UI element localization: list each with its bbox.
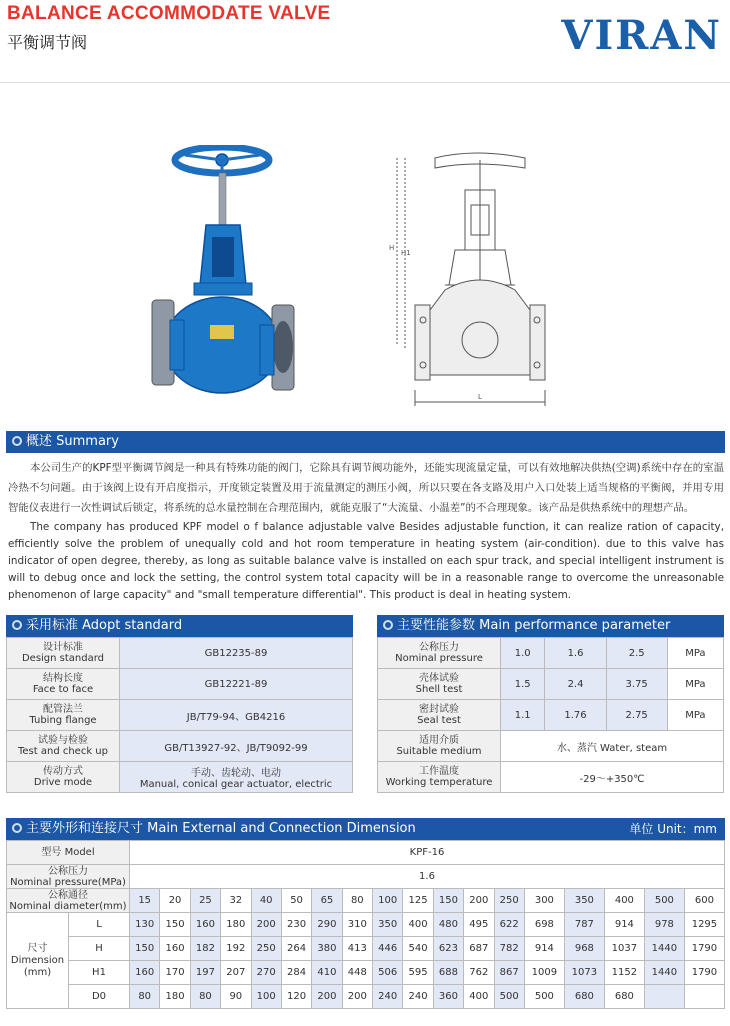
diameter-cell: 80	[342, 889, 372, 913]
dimension-cell: 687	[464, 937, 494, 961]
dimension-cell: 968	[564, 937, 604, 961]
pressure-value: 1.1	[501, 700, 545, 731]
pressure-value: 1.76	[545, 700, 606, 731]
dimension-cell: 240	[403, 985, 433, 1009]
label-cn: 适用介质	[419, 735, 459, 746]
svg-text:H: H	[389, 244, 395, 252]
brand-logo: VIRAN	[561, 12, 722, 59]
row-label	[378, 762, 501, 793]
diameter-cell: 200	[464, 889, 494, 913]
pressure-value: 3.75	[606, 669, 667, 700]
bullet-icon	[12, 823, 22, 833]
dimension-cell: 400	[403, 913, 433, 937]
unit-note: 单位 Unit：mm	[629, 822, 717, 836]
dimension-cell: 762	[464, 961, 494, 985]
dimension-cell: 197	[190, 961, 220, 985]
dimension-cell: 623	[433, 937, 463, 961]
pressure-value: 1.6	[545, 638, 606, 669]
value-line: GB/T13927-92、JB/T9092-99	[164, 742, 308, 754]
dimension-cell: 150	[130, 937, 160, 961]
svg-text:L: L	[478, 393, 482, 401]
dimension-cell: 170	[160, 961, 190, 985]
dimension-row	[7, 913, 725, 937]
row-value	[120, 700, 353, 731]
dimension-cell: 200	[342, 985, 372, 1009]
dimension-cell: 160	[160, 937, 190, 961]
pressure-value: 2.75	[606, 700, 667, 731]
dimension-table	[6, 840, 725, 1009]
diameter-row	[7, 889, 725, 913]
dimension-cell: 182	[190, 937, 220, 961]
dimension-cell: 230	[281, 913, 311, 937]
row-value	[120, 731, 353, 762]
dimension-name: H1	[69, 961, 130, 985]
row-label	[378, 731, 501, 762]
table-row	[7, 731, 353, 762]
row-label	[7, 669, 120, 700]
model-row	[7, 841, 725, 865]
table-row	[378, 762, 724, 793]
adopt-standard-table	[6, 637, 353, 793]
dimension-cell: 914	[524, 937, 564, 961]
diameter-cell: 25	[190, 889, 220, 913]
diameter-cell: 500	[644, 889, 684, 913]
label-cn: 公称压力	[419, 642, 459, 653]
label-cn: 传动方式	[43, 766, 83, 777]
table-row	[378, 700, 724, 731]
dimension-cell: 1440	[644, 937, 684, 961]
table-row	[7, 638, 353, 669]
table-row	[378, 669, 724, 700]
dimension-cell: 90	[221, 985, 251, 1009]
dimension-cell: 448	[342, 961, 372, 985]
bullet-icon	[12, 436, 22, 446]
pressure-value: 2.4	[545, 669, 606, 700]
dimension-cell: 446	[373, 937, 403, 961]
dimension-cell: 240	[373, 985, 403, 1009]
row-label	[7, 762, 120, 793]
dimension-row	[7, 961, 725, 985]
dimension-cell: 80	[190, 985, 220, 1009]
dimension-cell: 180	[160, 985, 190, 1009]
unit-cell: MPa	[667, 700, 723, 731]
dimension-cell: 410	[312, 961, 342, 985]
dimension-label	[7, 913, 69, 1009]
dimension-cell: 595	[403, 961, 433, 985]
dimension-cell: 480	[433, 913, 463, 937]
label-en: Tubing flange	[29, 715, 97, 726]
page-title-en: BALANCE ACCOMMODATE VALVE	[7, 3, 331, 24]
dimension-cell: 310	[342, 913, 372, 937]
table-row	[7, 700, 353, 731]
dimension-cell: 1073	[564, 961, 604, 985]
diameter-cell: 400	[604, 889, 644, 913]
dimension-name: D0	[69, 985, 130, 1009]
label-en: Suitable medium	[396, 746, 482, 757]
diameter-cell: 300	[524, 889, 564, 913]
label-unit: (mm)	[23, 966, 52, 978]
row-label	[7, 865, 130, 889]
page-title-cn: 平衡调节阀	[7, 33, 88, 52]
row-label	[378, 669, 501, 700]
diameter-cell: 15	[130, 889, 160, 913]
dimension-cell: 130	[130, 913, 160, 937]
unit-cell: MPa	[667, 669, 723, 700]
dimension-cell: 400	[464, 985, 494, 1009]
label-en: Seal test	[417, 715, 461, 726]
value-line: GB12235-89	[204, 647, 268, 659]
dimension-cell: 192	[221, 937, 251, 961]
valve-technical-drawing	[385, 150, 565, 410]
pressure-row	[7, 865, 725, 889]
label-en: Drive mode	[33, 777, 93, 788]
header-divider	[0, 82, 730, 83]
dimension-cell: 1790	[684, 961, 724, 985]
row-value	[120, 638, 353, 669]
bullet-icon	[12, 620, 22, 630]
label-en: Design standard	[21, 653, 105, 664]
dimension-cell: 500	[494, 985, 524, 1009]
dimension-cell: 978	[644, 913, 684, 937]
dimension-cell: 180	[221, 913, 251, 937]
label-en: Nominal pressure	[395, 653, 483, 664]
label-cn: 结构长度	[43, 673, 83, 684]
pressure-value: 1.6	[130, 865, 725, 889]
pressure-value: 2.5	[606, 638, 667, 669]
dimension-cell: 380	[312, 937, 342, 961]
dimension-cell: 680	[604, 985, 644, 1009]
diameter-cell: 50	[281, 889, 311, 913]
dimension-cell: 100	[251, 985, 281, 1009]
row-label	[378, 700, 501, 731]
label-en: Nominal pressure(MPa)	[10, 876, 126, 888]
dimension-cell: 622	[494, 913, 524, 937]
dimension-cell: 120	[281, 985, 311, 1009]
dimension-cell: 787	[564, 913, 604, 937]
dimension-header: 主要外形和连接尺寸 Main External and Connection Dimension 单位 Unit：mm	[6, 818, 725, 840]
dimension-cell: 1009	[524, 961, 564, 985]
diameter-cell: 250	[494, 889, 524, 913]
dimension-cell: 290	[312, 913, 342, 937]
row-label	[7, 700, 120, 731]
label-cn: 尺寸	[27, 942, 48, 954]
diameter-cell: 20	[160, 889, 190, 913]
dimension-cell: 914	[604, 913, 644, 937]
diameter-cell: 32	[221, 889, 251, 913]
dimension-cell: 200	[312, 985, 342, 1009]
dimension-cell: 207	[221, 961, 251, 985]
diameter-cell: 125	[403, 889, 433, 913]
row-value	[120, 669, 353, 700]
diameter-cell: 65	[312, 889, 342, 913]
dimension-row	[7, 985, 725, 1009]
valve-photo	[150, 145, 330, 400]
dimension-cell: 782	[494, 937, 524, 961]
value-line: GB12221-89	[204, 678, 268, 690]
dimension-cell: 200	[251, 913, 281, 937]
dimension-cell: 270	[251, 961, 281, 985]
table-row	[7, 762, 353, 793]
row-value: 水、蒸汽 Water, steam	[501, 731, 724, 762]
label-en: Dimension	[10, 954, 65, 966]
label-cn: 壳体试验	[419, 673, 459, 684]
label-cn: 配管法兰	[43, 704, 83, 715]
dimension-cell: 540	[403, 937, 433, 961]
dimension-cell: 160	[130, 961, 160, 985]
svg-text:H1: H1	[401, 249, 411, 257]
label-cn: 公称压力	[48, 865, 88, 877]
row-value: -29～+350℃	[501, 762, 724, 793]
row-value	[120, 762, 353, 793]
dimension-cell: 413	[342, 937, 372, 961]
dimension-cell: 1152	[604, 961, 644, 985]
adopt-standard-header: 采用标准 Adopt standard	[6, 615, 353, 637]
label-en: Working temperature	[385, 777, 493, 788]
dimension-cell	[684, 985, 724, 1009]
label-en: Shell test	[415, 684, 463, 695]
dimension-name: L	[69, 913, 130, 937]
row-label	[7, 731, 120, 762]
label-en: Face to face	[32, 684, 94, 695]
diameter-cell: 100	[373, 889, 403, 913]
dimension-cell: 1295	[684, 913, 724, 937]
model-label: 型号 Model	[7, 841, 130, 865]
dimension-cell: 698	[524, 913, 564, 937]
dimension-cell: 495	[464, 913, 494, 937]
dimension-cell	[644, 985, 684, 1009]
dimension-cell: 80	[130, 985, 160, 1009]
dimension-cell: 1440	[644, 961, 684, 985]
dimension-cell: 867	[494, 961, 524, 985]
label-cn: 工作温度	[419, 766, 459, 777]
table-row	[378, 731, 724, 762]
summary-text-en: The company has produced KPF model o f balance adjustable valve Besides adjustable function, it can realize ration of capacity, efficiently solve the problem of unequally cold and hot room temperature in heating system (air-condition). due to this valve has indicator of open degree, thereby, as long as suitable balance valve is installed on each spur track, and special intelligent instrument is will to debug once and lock the setting, the control system total capacity will be in a reasonable range to overcome the unreasonable phenomenon of large capacity" and "small temperature differential". This product is deal in heating system.	[8, 521, 724, 601]
value-line: JB/T79-94、GB4216	[186, 711, 286, 723]
dimension-cell: 284	[281, 961, 311, 985]
dimension-cell: 1790	[684, 937, 724, 961]
row-label	[7, 889, 130, 913]
dimension-cell: 688	[433, 961, 463, 985]
dimension-cell: 150	[160, 913, 190, 937]
dimension-cell: 350	[373, 913, 403, 937]
label-cn: 试验与检验	[38, 735, 88, 746]
label-en: Nominal diameter(mm)	[9, 900, 127, 912]
value-line: 手动、齿轮动、电动	[191, 768, 281, 779]
summary-text-cn: 本公司生产的KPF型平衡调节阀是一种具有特殊功能的阀门，它除具有调节阀功能外，还能实现流量定量，可以有效地解决供热(空调)系统中存在的室温冷热不匀问题。由于该阀上设有开启度指示，开度锁定装置及用于流量测定的测压小阀，所以只要在各支路及用户入口处装上适当规格的平衡阀，并用专用智能仪表进行一次性调试后锁定，将系统的总水量控制在合理范围内，就能克服了“大流量、小温差”的不合理现象。该产品是供热系统中的理想产品。	[8, 462, 724, 514]
performance-header: 主要性能参数 Main performance parameter	[377, 615, 724, 637]
unit-cell: MPa	[667, 638, 723, 669]
dimension-cell: 506	[373, 961, 403, 985]
dimension-cell: 160	[190, 913, 220, 937]
label-cn: 设计标准	[43, 642, 83, 653]
row-label	[7, 638, 120, 669]
diameter-cell: 600	[684, 889, 724, 913]
label-cn: 公称通径	[48, 889, 88, 901]
label-cn: 密封试验	[419, 704, 459, 715]
pressure-value: 1.5	[501, 669, 545, 700]
table-row	[378, 638, 724, 669]
row-label	[378, 638, 501, 669]
value-line: Manual, conical gear actuator, electric	[139, 779, 333, 790]
dimension-cell: 680	[564, 985, 604, 1009]
table-row	[7, 669, 353, 700]
performance-table	[377, 637, 724, 793]
dimension-cell: 500	[524, 985, 564, 1009]
dimension-cell: 264	[281, 937, 311, 961]
bullet-icon	[383, 620, 393, 630]
diameter-cell: 40	[251, 889, 281, 913]
dimension-cell: 360	[433, 985, 463, 1009]
label-en: Test and check up	[17, 746, 108, 757]
diameter-cell: 150	[433, 889, 463, 913]
model-value: KPF-16	[130, 841, 725, 865]
dimension-row	[7, 937, 725, 961]
dimension-cell: 250	[251, 937, 281, 961]
summary-header: 概述 Summary	[6, 431, 725, 453]
dimension-cell: 1037	[604, 937, 644, 961]
dimension-name: H	[69, 937, 130, 961]
pressure-value: 1.0	[501, 638, 545, 669]
diameter-cell: 350	[564, 889, 604, 913]
